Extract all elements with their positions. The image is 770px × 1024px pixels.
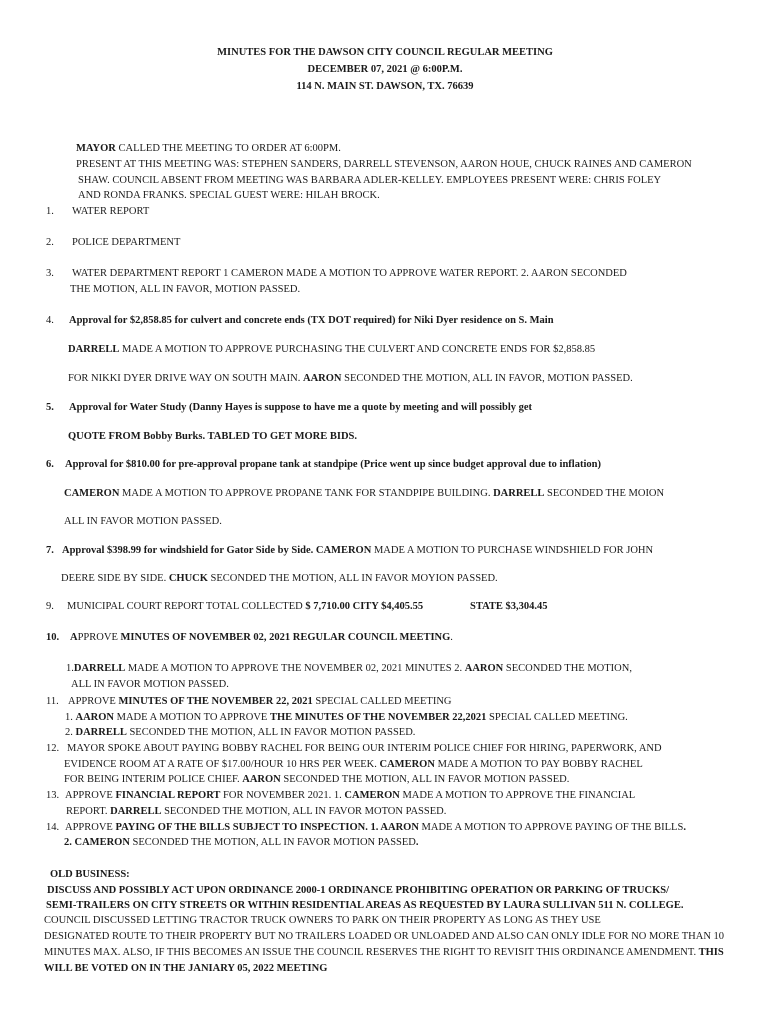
old-business-heading	[50, 867, 130, 883]
item-7-name-2: CHUCK	[168, 573, 208, 584]
item-13-rest-2: SECONDED THE MOTION, ALL IN FAVOR MOTON PASSED.	[161, 806, 447, 817]
item-13-number: 13.	[46, 790, 60, 801]
item-10-line-1	[70, 630, 453, 646]
item-4-line-2	[68, 342, 595, 358]
mayor-label: MAYOR	[76, 143, 116, 154]
item-7-number-text: 7.	[46, 545, 54, 556]
item-14-pre: APPROVE	[65, 822, 116, 833]
intro-present-line-3: AND RONDA FRANKS. SPECIAL GUEST WERE: HILAH BROCK.	[78, 190, 380, 201]
item-12-rest-3: SECONDED THE MOTION, ALL IN FAVOR MOTION PASSED.	[280, 774, 570, 785]
item-10-pprove: PPROVE	[77, 632, 121, 643]
old-business-line-6	[44, 961, 327, 977]
header-date: DECEMBER 07, 2021 @ 6:00P.M.	[307, 64, 463, 75]
item-5-line-2	[68, 429, 357, 445]
item-5-line-2-text: QUOTE FROM Bobby Burks. TABLED TO GET MORE BIDS.	[68, 431, 358, 442]
old-business-line-5-text: MINUTES MAX. ALSO, IF THIS BECOMES AN ISSUE THE COUNCIL RESERVES THE RIGHT TO REVISIT THIS ORDINANCE AMENDMENT.	[44, 947, 697, 958]
old-business-heading-text: OLD BUSINESS:	[50, 869, 130, 880]
item-12-pre-3: FOR BEING INTERIM POLICE CHIEF.	[64, 774, 243, 785]
old-business-line-5	[44, 945, 724, 961]
item-6-number-text: 6.	[46, 459, 54, 470]
item-7-rest-2: SECONDED THE MOTION, ALL IN FAVOR MOYION PASSED.	[207, 573, 498, 584]
item-4-line-3	[68, 371, 633, 387]
item-1-text: WATER REPORT	[72, 206, 150, 217]
item-11-rest-3: SECONDED THE MOTION, ALL IN FAVOR MOTION PASSED.	[126, 727, 416, 738]
item-10-mid-1: MADE A MOTION TO APPROVE THE NOVEMBER 02, 2021 MINUTES 2.	[125, 663, 465, 674]
item-14-bold: PAYING OF THE BILLS SUBJECT TO INSPECTION. 1. AARON	[115, 822, 419, 833]
old-business-line-1	[47, 883, 669, 899]
old-business-line-6-text: WILL BE VOTED ON IN THE JANIARY 05, 2022 MEETING	[44, 963, 328, 974]
item-1-number: 1.	[46, 206, 54, 217]
item-12-name-2: AARON	[242, 774, 281, 785]
item-12-line-2	[64, 757, 643, 773]
item-4-rest-2: SECONDED THE MOTION, ALL IN FAVOR, MOTION PASSED.	[341, 373, 633, 384]
intro-present-line-1: PRESENT AT THIS MEETING WAS: STEPHEN SANDERS, DARRELL STEVENSON, AARON HOUE, CHUCK RAINES AND CAMERON	[76, 159, 692, 170]
item-5-title	[69, 400, 532, 416]
item-7-line-1	[62, 543, 653, 559]
item-6-title	[65, 457, 601, 473]
old-business-line-5-bold: THIS	[696, 947, 724, 958]
item-14-pre-2: 2.	[64, 837, 75, 848]
item-6-mid-1: MADE A MOTION TO APPROVE PROPANE TANK FOR STANDPIPE BUILDING.	[119, 488, 494, 499]
item-10-rest-1: SECONDED THE MOTION,	[503, 663, 632, 674]
item-9-text: MUNICIPAL COURT REPORT TOTAL COLLECTED	[67, 601, 306, 612]
item-11-pre-2: 1.	[65, 712, 76, 723]
item-14-line-1	[65, 820, 686, 836]
item-2-number: 2.	[46, 237, 54, 248]
item-11-rest: SPECIAL CALLED MEETING	[312, 696, 452, 707]
header-title: MINUTES FOR THE DAWSON CITY COUNCIL REGULAR MEETING	[217, 47, 553, 58]
item-10-number-text: 10.	[46, 632, 60, 643]
item-11-name-1: AARON	[75, 712, 114, 723]
item-11-line-2	[65, 710, 628, 726]
item-2-text: POLICE DEPARTMENT	[72, 237, 181, 248]
item-13-line-1	[65, 788, 635, 804]
item-7-rest-1: MADE A MOTION TO PURCHASE WINDSHIELD FOR JOHN	[371, 545, 654, 556]
item-14-rest-2: SECONDED THE MOTION, ALL IN FAVOR MOTION PASSED	[129, 837, 416, 848]
item-5-number	[46, 400, 54, 416]
item-14-rest: MADE A MOTION TO APPROVE PAYING OF THE BILLS	[418, 822, 684, 833]
item-14-name-2: CAMERON	[74, 837, 130, 848]
old-business-line-1-text: DISCUSS AND POSSIBLY ACT UPON ORDINANCE 2000-1 ORDINANCE PROHIBITING OPERATION OR PARKING OF TRUCKS/	[47, 885, 670, 896]
item-11-number: 11.	[46, 696, 59, 707]
item-10-pre-1: 1.	[66, 663, 74, 674]
item-6-rest-1: SECONDED THE MOION	[544, 488, 665, 499]
item-11-name-2: DARRELL	[75, 727, 127, 738]
old-business-line-3: COUNCIL DISCUSSED LETTING TRACTOR TRUCK OWNERS TO PARK ON THEIR PROPERTY AS LONG AS THEY USE	[44, 915, 601, 926]
item-14-end-2: .	[415, 837, 419, 848]
item-9-totals: $ 7,710.00 CITY $4,405.55	[305, 601, 424, 612]
item-12-line-3	[64, 772, 569, 788]
intro-call-to-order	[76, 141, 341, 157]
item-3-line-1: WATER DEPARTMENT REPORT 1 CAMERON MADE A MOTION TO APPROVE WATER REPORT. 2. AARON SECONDED	[72, 268, 627, 279]
item-12-pre-2: EVIDENCE ROOM AT A RATE OF $17.00/HOUR 10 HRS PER WEEK.	[64, 759, 380, 770]
item-12-number: 12.	[46, 743, 60, 754]
item-3-line-2: THE MOTION, ALL IN FAVOR, MOTION PASSED.	[70, 284, 301, 295]
item-6-line-2	[64, 486, 664, 502]
item-11-line-1	[68, 694, 452, 710]
item-11-pre: APPROVE	[68, 696, 119, 707]
item-11-bold-2: THE MINUTES OF THE NOVEMBER 22,2021	[269, 712, 487, 723]
item-6-line-3: ALL IN FAVOR MOTION PASSED.	[64, 516, 222, 527]
item-11-bold: MINUTES OF THE NOVEMBER 22, 2021	[118, 696, 313, 707]
item-10-line-2	[66, 661, 632, 677]
item-9-state-text: STATE $3,304.45	[470, 601, 548, 612]
item-11-rest-2: SPECIAL CALLED MEETING.	[486, 712, 628, 723]
item-9-state	[470, 599, 548, 615]
item-7-number	[46, 543, 54, 559]
item-9-number: 9.	[46, 601, 54, 612]
item-4-pre-2: FOR NIKKI DYER DRIVE WAY ON SOUTH MAIN.	[68, 373, 303, 384]
item-3-number: 3.	[46, 268, 54, 279]
item-4-number: 4.	[46, 315, 54, 326]
item-13-mid: FOR NOVEMBER 2021. 1.	[220, 790, 345, 801]
item-10-name-2: AARON	[464, 663, 504, 674]
item-10-end: .	[450, 632, 453, 643]
item-10-a: A	[70, 632, 78, 643]
item-7-title: Approval $398.99 for windshield for Gator Side by Side.	[62, 545, 316, 556]
item-12-line-1: MAYOR SPOKE ABOUT PAYING BOBBY RACHEL FOR BEING OUR INTERIM POLICE CHIEF FOR HIRING, PAPERWORK, AND	[67, 743, 662, 754]
item-4-rest-1: MADE A MOTION TO APPROVE PURCHASING THE CULVERT AND CONCRETE ENDS FOR $2,858.85	[119, 344, 596, 355]
item-11-line-3	[65, 725, 415, 741]
item-6-number	[46, 457, 54, 473]
item-10-number	[46, 630, 59, 646]
item-6-name-2: DARRELL	[493, 488, 545, 499]
item-13-bold: FINANCIAL REPORT	[115, 790, 221, 801]
item-14-end: .	[683, 822, 686, 833]
intro-called-text: CALLED THE MEETING TO ORDER AT 6:00PM.	[115, 143, 341, 154]
item-12-rest-2: MADE A MOTION TO PAY BOBBY RACHEL	[434, 759, 643, 770]
item-7-pre-2: DEERE SIDE BY SIDE.	[61, 573, 169, 584]
item-13-pre-2: REPORT.	[66, 806, 111, 817]
item-14-number: 14.	[46, 822, 60, 833]
item-13-pre: APPROVE	[65, 790, 116, 801]
old-business-line-4: DESIGNATED ROUTE TO THEIR PROPERTY BUT NO TRAILERS LOADED OR UNLOADED AND ALSO CAN ONLY IDLE FOR NO MORE THAN 10	[44, 931, 725, 942]
item-14-line-2	[64, 835, 419, 851]
item-7-name-1: CAMERON	[315, 545, 372, 556]
item-4-name-2: AARON	[303, 373, 342, 384]
item-13-rest: MADE A MOTION TO APPROVE THE FINANCIAL	[399, 790, 636, 801]
old-business-line-2	[46, 898, 683, 914]
item-4-title-text: Approval for $2,858.85 for culvert and concrete ends (TX DOT required) for Niki Dyer residence on S. Main	[69, 315, 554, 326]
item-12-name-1: CAMERON	[379, 759, 435, 770]
header-address: 114 N. MAIN ST. DAWSON, TX. 76639	[296, 81, 474, 92]
item-9-line	[67, 599, 423, 615]
item-4-title	[69, 313, 554, 329]
item-11-mid-2: MADE A MOTION TO APPROVE	[114, 712, 270, 723]
item-10-bold: MINUTES OF NOVEMBER 02, 2021 REGULAR COUNCIL MEETING	[120, 632, 451, 643]
item-6-name-1: CAMERON	[64, 488, 120, 499]
old-business-line-2-text: SEMI-TRAILERS ON CITY STREETS OR WITHIN RESIDENTIAL AREAS AS REQUESTED BY LAURA SULLIVAN 511 N. COLLEGE.	[46, 900, 684, 911]
item-7-line-2	[61, 571, 498, 587]
item-6-title-text: Approval for $810.00 for pre-approval propane tank at standpipe (Price went up since budget approval due to inflation)	[65, 459, 601, 470]
item-13-name-1: CAMERON	[344, 790, 400, 801]
item-5-number-text: 5.	[46, 402, 54, 413]
item-13-line-2	[66, 804, 446, 820]
intro-present-line-2: SHAW. COUNCIL ABSENT FROM MEETING WAS BARBARA ADLER-KELLEY. EMPLOYEES PRESENT WERE: CHRIS FOLEY	[78, 175, 662, 186]
item-4-name-1: DARRELL	[68, 344, 120, 355]
item-13-name-2: DARRELL	[110, 806, 162, 817]
item-5-title-text: Approval for Water Study (Danny Hayes is suppose to have me a quote by meeting and will possibly get	[69, 402, 533, 413]
item-10-name-1: DARRELL	[73, 663, 126, 674]
item-10-line-3: ALL IN FAVOR MOTION PASSED.	[71, 679, 229, 690]
item-11-pre-3: 2.	[65, 727, 76, 738]
